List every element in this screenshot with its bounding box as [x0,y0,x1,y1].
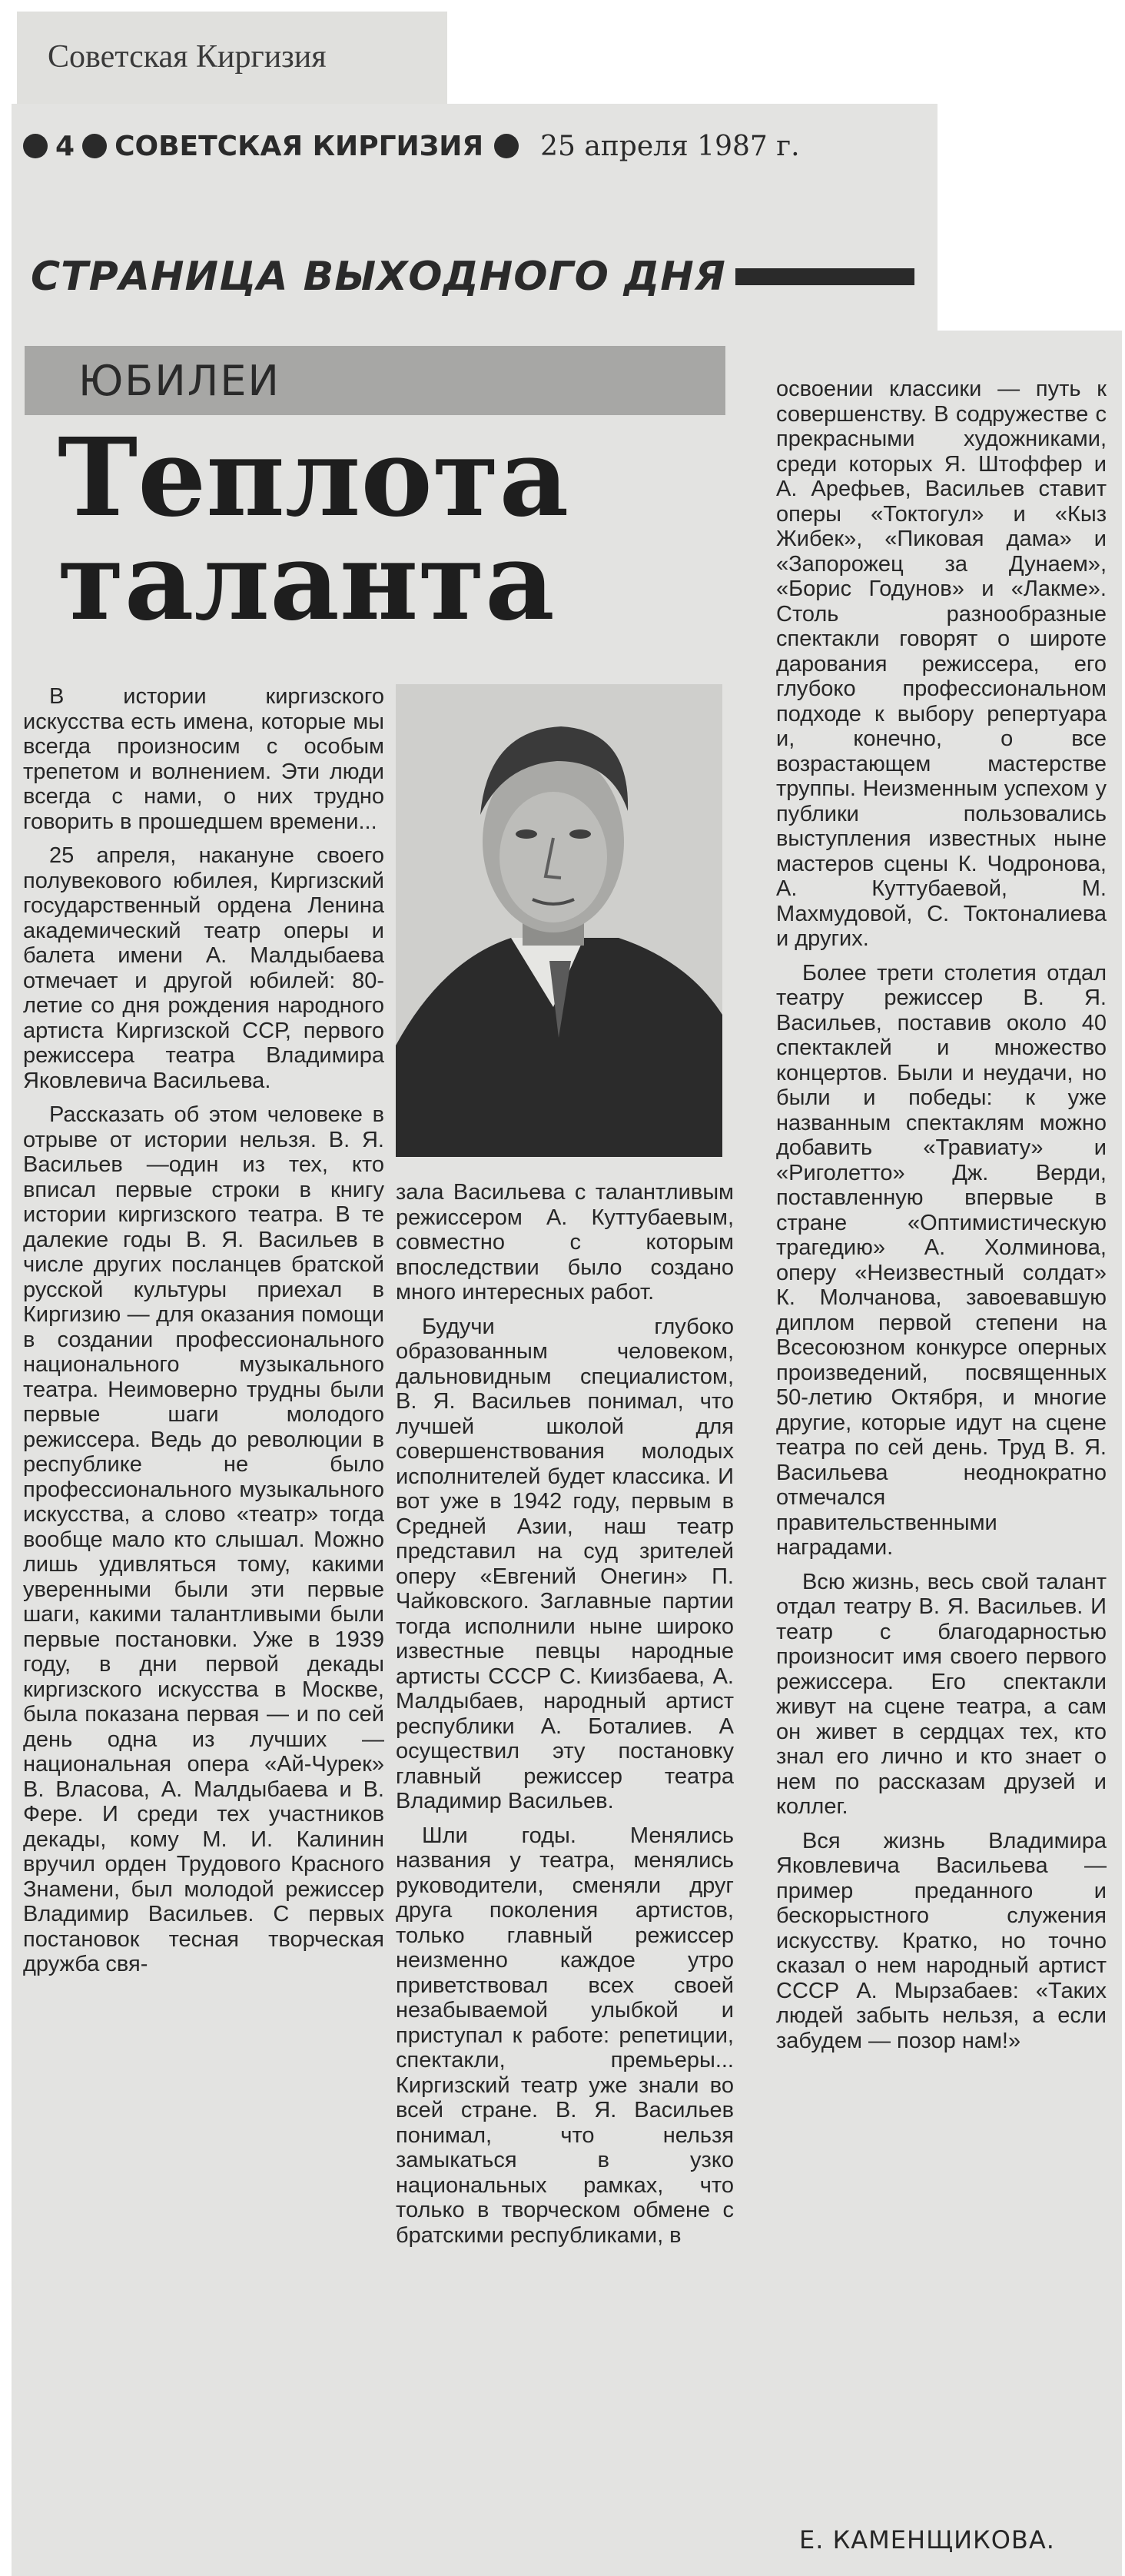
author-signature: Е. КАМЕНЩИКОВА. [799,2525,1055,2554]
issue-date: 25 апреля 1987 г. [540,130,800,162]
column-2-paragraph-3: Шли годы. Менялись названия у театра, менялись руководители, сменяли друг друга поколения артистов, только главный режиссер неизменно каждое утро приветствовал всех своей незабываемой улыбкой и приступал к работе: репетиции, спектакли, премьеры... Киргизский театр уже знали во всей стране. В. Я. Васильев понимал, что нельзя замыкаться в узко национальных рамках, что только в творческом обмене с братскими республиками, в [396,1823,734,2248]
column-3-paragraph-3: Всю жизнь, весь свой талант отдал театру В. Я. Васильев. И театр с благодарностью произносит имя своего первого режиссера. Его спектакли живут на сцене театра, а сам он живет в сердцах тех, кто знал его лично и кто знает о нем по рассказам друзей и коллег. [776,1569,1107,1819]
masthead [15,115,1122,177]
column-1-paragraph: Рассказать об этом человеке в отрыве от истории нельзя. В. Я. Васильев —один из тех, кто вписал первые строки в книгу истории киргизского театра. В те далекие годы В. Я. Васильев в числе других посланцев братской русской культуры приехал в Киргизию — для оказания помощи в создании профессионального национального музыкального театра. Неимоверно трудны были первые шаги молодого режиссера. Ведь до революции в республике не было профессионального музыкального искусства, а слово «театр» тогда вообще мало кто слышал. Можно лишь удивляться тому, какими уверенными были эти первые шаги, какими талантливыми были первые постановки. Уже в 1939 году, в дни первой декады киргизского искусства в Москве, была показана первая — и по сей день одна из лучших — национальная опера «Ай-Чурек» В. Власова, А. Малдыбаева и В. Фере. И среди тех участников декады, кому М. И. Калинин вручил орден Трудового Красного Знамени, был молодой режиссер Владимир Васильев. С первых постановок тесная творческая дружба свя- [23,1102,384,1976]
headline-line-1: Теплота [58,415,569,541]
column-2-paragraph-2: Будучи глубоко образованным человеком, дальновидным специалистом, В. Я. Васильев понимал, что лучшей школой для совершенствования молодых исполнителей будет классика. И вот уже в 1942 году, первым в Средней Азии, наш театр представил на суд зрителей оперу «Евгений Онегин» П. Чайковского. Заглавные партии тогда исполнили ныне широко известные певцы народные артисты СССР С. Киизбаева, А. Малдыбаев, народный артист республики А. Боталиев. А осуществил эту постановку главный режиссер театра Владимир Васильев. [396,1314,734,1813]
bullet-icon [494,134,519,158]
portrait-image [396,684,722,1157]
headline-line-2: таланта [58,519,555,645]
article-headline [58,415,703,645]
column-2-paragraph-1: зала Васильева с талантливым режиссером А. Куттубаевым, совместно с которым впоследствии было создано много интересных работ. [396,1180,734,1305]
section-rule [735,268,914,285]
newspaper-label: Советская Киргизия [48,39,327,75]
rubric-band [25,346,725,415]
rubric-label: ЮБИЛЕИ [78,356,280,405]
article-column-1 [23,684,384,1986]
portrait-photo [396,684,722,1157]
column-3-paragraph-1: освоении классики — путь к совершенству. В содружестве с прекрасными художниками, среди которых Я. Штоффер и А. Арефьев, Васильев ставит оперы «Токтогул» и «Кыз Жибек», «Пиковая дама» и «Запорожец за Дунаем», «Борис Годунов» и «Лакме». Столь разнообразные спектакли говорят о широте дарования режиссера, его глубоко профессиональном подходе к выбору репертуара и, конечно, о все возрастающем мастерстве труппы. Неизменным успехом у публики пользовались выступления известных ныне мастеров сцены К. Чодронова, А. Куттубаевой, М. Махмудовой, С. Токтоналиева и других. [776,377,1107,951]
clipping-label [17,12,447,104]
article-column-3 [776,377,1107,2062]
column-3-paragraph-2: Более трети столетия отдал театру режиссер В. Я. Васильев, поставив около 40 спектаклей и множество концертов. Были и неудачи, но были и победы: к уже названным спектаклям можно добавить «Травиату» и «Риголетто» Дж. Верди, поставленную впервые в стране «Оптимистическую трагедию» А. Холминова, оперу «Неизвестный солдат» К. Молчанова, завоевавшую диплом первой степени на Всесоюзном конкурсе оперных произведений, посвященных 50-летию Октября, и многие другие, которые идут на сцене театра по сей день. Труд В. Я. Васильева неоднократно отмечался правительственными наградами. [776,960,1107,1560]
section-title: СТРАНИЦА ВЫХОДНОГО ДНЯ [31,254,726,300]
column-3-paragraph-4: Вся жизнь Владимира Яковлевича Васильева — пример преданного и бескорыстного служения искусству. Кратко, но точно сказал о нем народный артист СССР А. Мырзабаев: «Таких людей забыть нельзя, а если забудем — позор нам!» [776,1828,1107,2053]
page-number: 4 [55,130,75,162]
bullet-icon [23,134,48,158]
bullet-icon [82,134,107,158]
newspaper-title: СОВЕТСКАЯ КИРГИЗИЯ [114,130,484,162]
section-header [31,242,914,311]
intro-paragraph-1: В истории киргизского искусства есть имена, которые мы всегда произносим с особым трепетом и волнением. Эти люди всегда с нами, о них трудно говорить в прошедшем времени... [23,684,384,834]
article-column-2 [396,1180,734,2257]
intro-paragraph-2: 25 апреля, накануне своего полувекового юбилея, Киргизский государственный ордена Ленина академический театр оперы и балета имени А. Малдыбаева отмечает и другой юбилей: 80-летие со дня рождения народного артиста Киргизской ССР, первого режиссера театра Владимира Яковлевича Васильева. [23,843,384,1093]
